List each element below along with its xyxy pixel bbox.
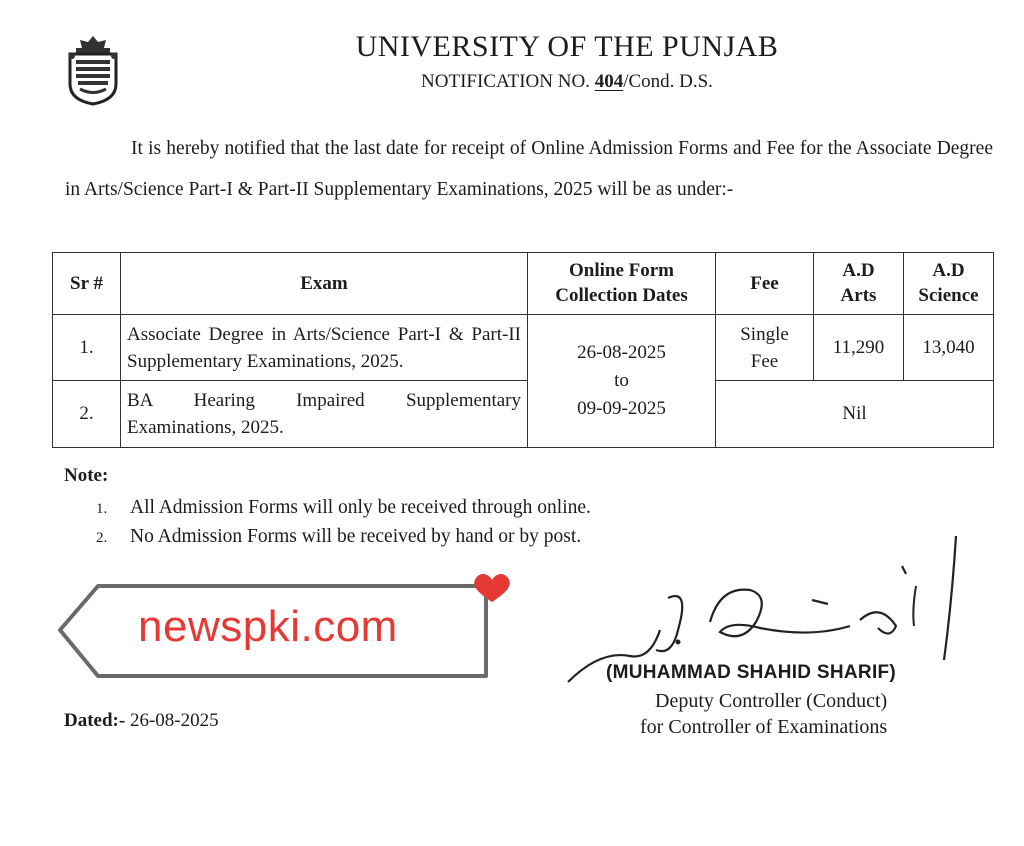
header-arts-line1: A.D [842, 260, 875, 282]
intro-text: It is hereby notified that the last date for receipt of Online Admission Forms and Fee for the Associate Degree in Arts/Science Part-I & Part-II Supplementary Examinations, 2025 will be as under:- [65, 138, 993, 200]
row2-exam: BA Hearing Impaired Supplementary Examinations, 2025. [121, 381, 528, 448]
header-fee: Fee [716, 253, 814, 315]
note-number: 1. [96, 501, 108, 517]
note-number: 2. [96, 530, 108, 546]
notification-line [0, 71, 1024, 93]
header-exam: Exam [121, 253, 528, 315]
intro-paragraph [65, 128, 993, 210]
table-header-row [53, 253, 994, 315]
header-dates [528, 253, 716, 315]
notification-suffix: /Cond. D.S. [623, 71, 713, 92]
table-row [53, 381, 994, 448]
header-dates-line1: Online Form [568, 260, 675, 282]
signatory-name: (MUHAMMAD SHAHID SHARIF) [606, 662, 897, 683]
row2-fee: Nil [716, 381, 994, 448]
header-science [904, 253, 994, 315]
row1-sr: 1. [53, 314, 121, 381]
collection-dates [528, 314, 716, 447]
header-arts-line2: Arts [840, 285, 877, 307]
header-science-line1: A.D [932, 260, 965, 282]
row2-sr: 2. [53, 381, 121, 448]
notes-list [96, 494, 591, 552]
dated-label: Dated:- [64, 710, 126, 731]
note-text: All Admission Forms will only be received through online. [130, 497, 591, 518]
signatory-on-behalf: for Controller of Examinations [640, 716, 888, 738]
notification-prefix: NOTIFICATION NO. [421, 71, 590, 92]
row1-exam: Associate Degree in Arts/Science Part-I & Part-II Supplementary Examinations, 2025. [121, 314, 528, 381]
list-item [96, 523, 591, 552]
row1-science: 13,040 [904, 314, 994, 381]
notification-number: 404 [594, 71, 624, 92]
schedule-table [52, 252, 994, 448]
dates-start: 26-08-2025 [577, 341, 666, 363]
dated-value: 26-08-2025 [129, 710, 219, 731]
table-row [53, 314, 994, 381]
row1-fee-line1: Single [740, 323, 789, 345]
dates-end: 09-09-2025 [577, 397, 666, 419]
header-dates-line2: Collection Dates [555, 285, 688, 307]
row1-fee [716, 314, 814, 381]
row1-arts: 11,290 [814, 314, 904, 381]
dated-line [64, 710, 219, 732]
list-item [96, 494, 591, 523]
row1-fee-line2: Fee [750, 350, 779, 372]
header-arts [814, 253, 904, 315]
watermark-text: newspki.com [138, 602, 398, 651]
note-text: No Admission Forms will be received by hand or by post. [130, 526, 582, 547]
header-sr: Sr # [53, 253, 121, 315]
dates-to: to [614, 369, 629, 391]
university-title: UNIVERSITY OF THE PUNJAB [355, 30, 779, 63]
signatory-designation: Deputy Controller (Conduct) [655, 690, 888, 712]
note-heading: Note: [64, 465, 109, 486]
header-science-line2: Science [918, 285, 979, 307]
